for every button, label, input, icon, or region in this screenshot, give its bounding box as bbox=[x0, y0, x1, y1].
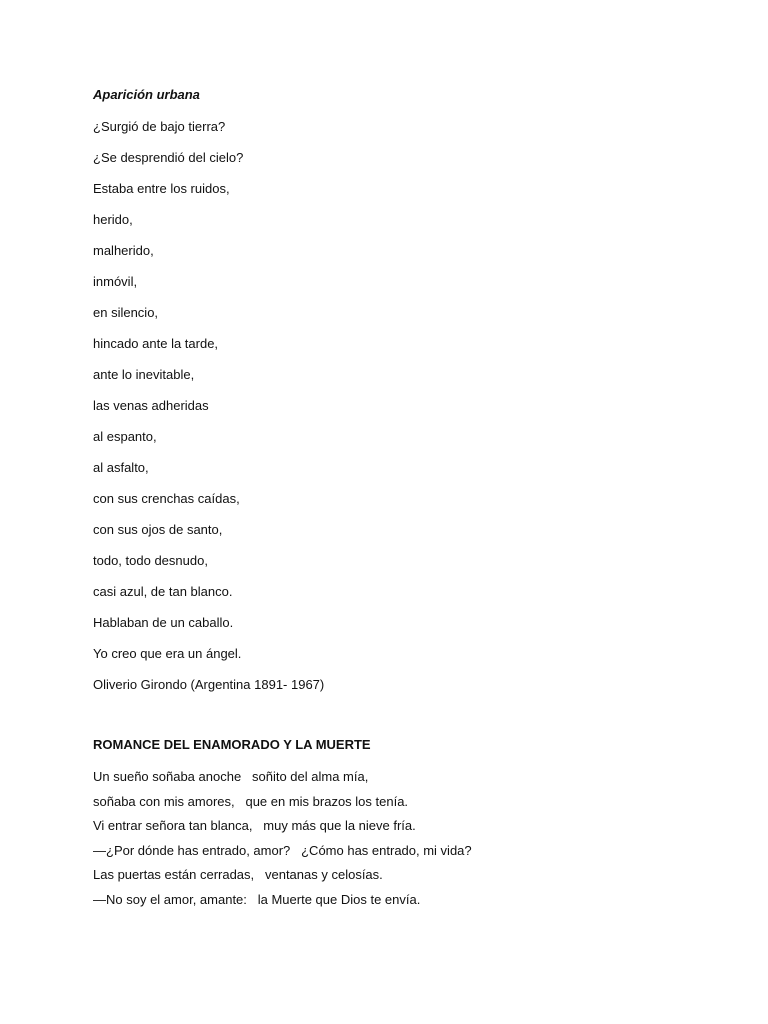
poem-line: en silencio, bbox=[93, 305, 159, 320]
poem-line: con sus crenchas caídas, bbox=[93, 491, 240, 506]
poem-line: Vi entrar señora tan blanca, muy más que la nieve fría. bbox=[93, 818, 416, 833]
poem-line: soñaba con mis amores, que en mis brazos los tenía. bbox=[93, 793, 409, 809]
poem-author: Oliverio Girondo (Argentina 1891- 1967) bbox=[93, 677, 325, 692]
poem-line: ¿Surgió de bajo tierra? bbox=[93, 119, 226, 134]
poem-line: Las puertas están cerradas, ventanas y celosías. bbox=[93, 867, 383, 882]
poem-line: Un sueño soñaba anoche soñito del alma mía, bbox=[93, 769, 369, 784]
poem-line: al espanto, bbox=[93, 429, 157, 444]
poem-line: —¿Por dónde has entrado, amor? ¿Cómo has entrado, mi vida? bbox=[93, 842, 472, 858]
poem-line: Yo creo que era un ángel. bbox=[93, 646, 242, 661]
poem-line: casi azul, de tan blanco. bbox=[93, 584, 233, 599]
poem-line: ¿Se desprendió del cielo? bbox=[93, 150, 244, 165]
poem-line: Hablaban de un caballo. bbox=[93, 615, 234, 630]
poem-line: al asfalto, bbox=[93, 460, 149, 475]
poem-line: herido, bbox=[93, 212, 133, 227]
poem-line: ante lo inevitable, bbox=[93, 367, 195, 382]
poem-line: hincado ante la tarde, bbox=[93, 336, 219, 351]
poem-romance bbox=[93, 768, 472, 915]
poem-line: —No soy el amor, amante: la Muerte que Dios te envía. bbox=[93, 891, 421, 907]
poem-title-romance: ROMANCE DEL ENAMORADO Y LA MUERTE bbox=[93, 737, 371, 752]
poem-line: con sus ojos de santo, bbox=[93, 522, 223, 537]
poem-title-aparicion-urbana: Aparición urbana bbox=[93, 87, 200, 102]
poem-aparicion-urbana bbox=[93, 118, 324, 707]
poem-line: malherido, bbox=[93, 243, 154, 258]
poem-line: inmóvil, bbox=[93, 274, 138, 289]
poem-line: todo, todo desnudo, bbox=[93, 553, 208, 568]
poem-line: las venas adheridas bbox=[93, 398, 209, 413]
poem-line: Estaba entre los ruidos, bbox=[93, 181, 230, 196]
